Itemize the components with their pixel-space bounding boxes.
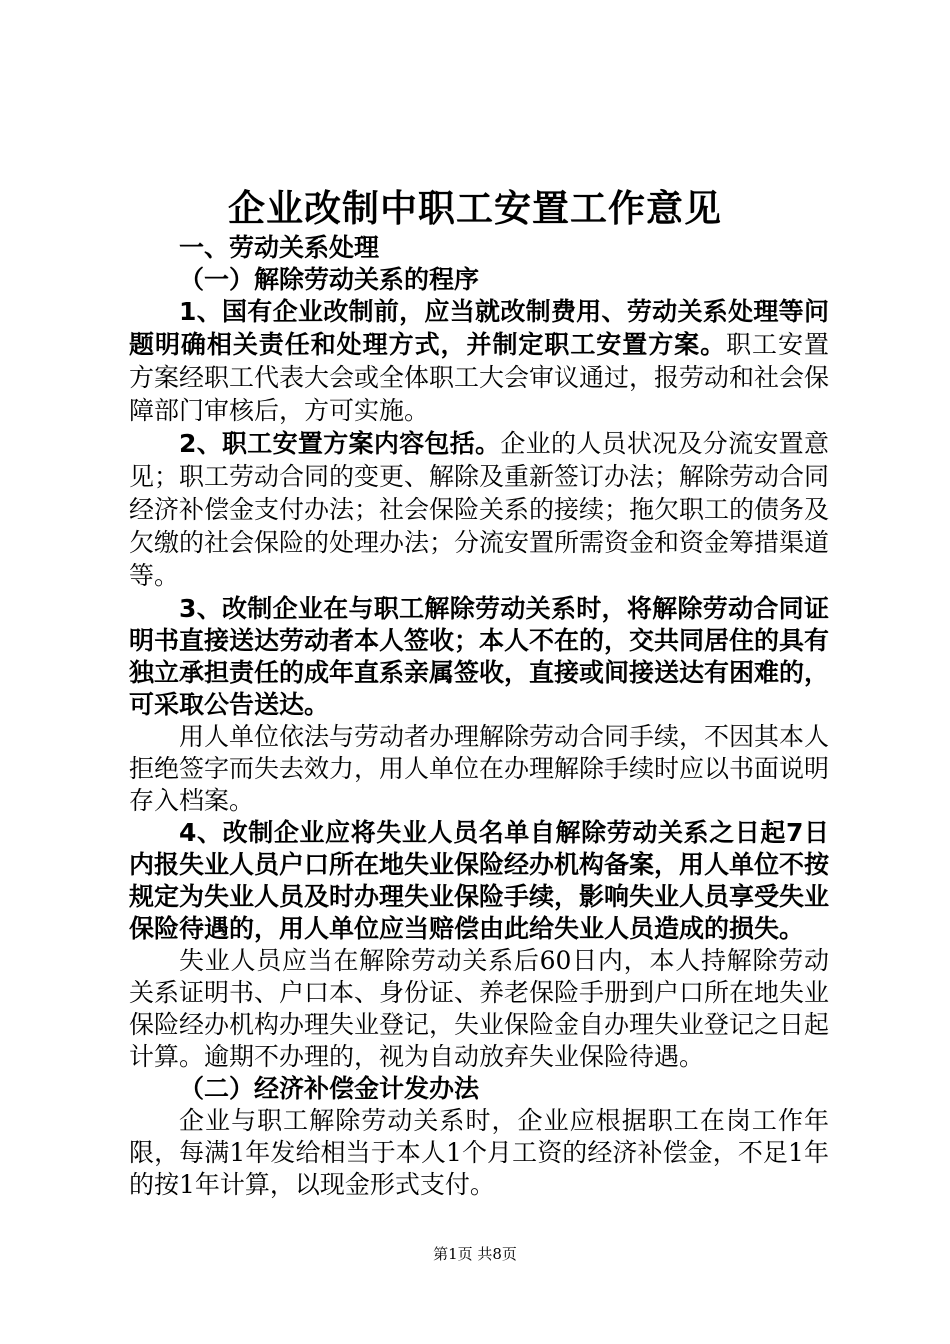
paragraph-item-3: 3、改制企业在与职工解除劳动关系时，将解除劳动合同证明书直接送达劳动者本人签收；本人不在的，交共同居住的具有独立承担责任的成年直系亲属签收，直接或间接送达有困难的，可采取公告送达。 <box>129 594 830 719</box>
item-2-normal-text: 企业的人员状况及分流安置意见；职工劳动合同的变更、解除及重新签订办法；解除劳动合同经济补偿金支付办法；社会保险关系的接续；拖欠职工的债务及欠缴的社会保险的处理办法；分流安置所需资金和资金筹措渠道等。 <box>129 429 830 590</box>
page-footer: 第1页 共8页 <box>433 1245 517 1263</box>
item-1-bold-text: 1、国有企业改制前，应当就改制费用、劳动关系处理等问题明确相关责任和处理方式，并制定职工安置方案。 <box>129 297 829 359</box>
subsection-heading-1: （一）解除劳动关系的程序 <box>179 265 480 294</box>
section-heading-1: 一、劳动关系处理 <box>179 233 380 262</box>
paragraph-subsection-2: 企业与职工解除劳动关系时，企业应根据职工在岗工作年限，每满1年发给相当于本人1个月工资的经济补偿金，不足1年的按1年计算，以现金形式支付。 <box>129 1106 829 1199</box>
document-body <box>129 232 829 1201</box>
subsection-heading-2: （二）经济补偿金计发办法 <box>179 1074 480 1103</box>
item-1-normal-text: 职工安置方案经职工代表大会或全体职工大会审议通过，报劳动和社会保障部门审核后，方可实施。 <box>129 330 830 425</box>
paragraph-item-3-note: 用人单位依法与劳动者办理解除劳动合同手续，不因其本人拒绝签字而失去效力，用人单位在办理解除手续时应以书面说明存入档案。 <box>129 722 830 815</box>
paragraph-item-1 <box>129 296 829 428</box>
document-title: 企业改制中职工安置工作意见 <box>228 186 722 230</box>
paragraph-item-4-note: 失业人员应当在解除劳动关系后60日内，本人持解除劳动关系证明书、户口本、身份证、养老保险手册到户口所在地失业保险经办机构办理失业登记，失业保险金自办理失业登记之日起计算。逾期不办理的，视为自动放弃失业保险待遇。 <box>129 946 830 1071</box>
item-2-bold-text: 2、职工安置方案内容包括。 <box>179 429 501 458</box>
paragraph-item-4: 4、改制企业应将失业人员名单自解除劳动关系之日起7日内报失业人员户口所在地失业保险经办机构备案，用人单位不按规定为失业人员及时办理失业保险手续，影响失业人员享受失业保险待遇的，用人单位应当赔偿由此给失业人员造成的损失。 <box>129 818 830 943</box>
paragraph-item-2 <box>129 428 829 593</box>
